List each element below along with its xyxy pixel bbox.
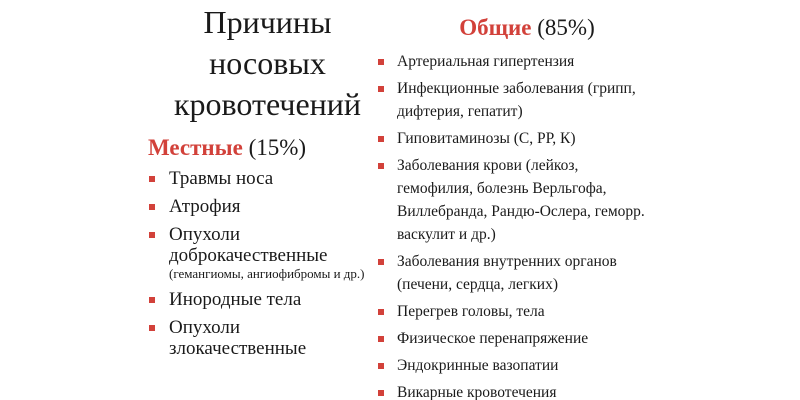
list-item	[377, 327, 657, 350]
list-item-text: Заболевания крови (лейкоз, гемофилия, болезнь Верльгофа, Виллебранда, Рандю-Ослера, геморр. васкулит и др.)	[397, 157, 645, 243]
list-item-text: Перегрев головы, тела	[397, 303, 545, 320]
local-causes-name: Местные	[148, 135, 243, 160]
red-square-bullet-icon	[378, 390, 384, 396]
list-item	[377, 300, 657, 323]
local-causes-section	[148, 134, 373, 366]
red-square-bullet-icon	[378, 86, 384, 92]
red-square-bullet-icon	[378, 59, 384, 65]
red-square-bullet-icon	[378, 163, 384, 169]
local-causes-percent: (15%)	[248, 135, 307, 160]
list-item	[148, 196, 373, 217]
red-square-bullet-icon	[378, 336, 384, 342]
red-square-bullet-icon	[378, 309, 384, 315]
list-item-text: Инфекционные заболевания (грипп, дифтерия, гепатит)	[397, 80, 636, 120]
list-item-text: Гиповитаминозы (С, РР, К)	[397, 130, 576, 147]
title-line: кровотечений	[173, 86, 362, 122]
list-item	[148, 317, 373, 359]
list-item	[377, 77, 657, 123]
red-square-bullet-icon	[378, 259, 384, 265]
list-item-text: Эндокринные вазопатии	[397, 357, 559, 374]
list-item	[148, 224, 373, 282]
list-item-text: Инородные тела	[169, 289, 302, 310]
local-causes-list	[148, 168, 373, 359]
general-causes-name: Общие	[459, 15, 532, 40]
list-item	[148, 289, 373, 310]
general-causes-percent: (85%)	[537, 15, 595, 40]
list-item-text: Физическое перенапряжение	[397, 330, 589, 347]
general-causes-section	[377, 14, 657, 400]
red-square-bullet-icon	[149, 204, 155, 210]
red-square-bullet-icon	[149, 297, 155, 303]
list-item-text: Травмы носа	[169, 168, 274, 189]
red-square-bullet-icon	[149, 232, 155, 238]
list-item-text: Заболевания внутренних органов (печени, сердца, легких)	[397, 253, 617, 293]
list-item	[377, 154, 657, 246]
red-square-bullet-icon	[378, 363, 384, 369]
list-item-text: Опухоли доброкачественные	[169, 224, 328, 266]
general-causes-list	[377, 50, 657, 400]
red-square-bullet-icon	[149, 325, 155, 331]
red-square-bullet-icon	[149, 176, 155, 182]
slide-title	[150, 2, 385, 125]
title-line: Причины	[203, 4, 332, 40]
list-item-text: Опухоли злокачественные	[169, 317, 307, 359]
list-item	[148, 168, 373, 189]
list-item	[377, 250, 657, 296]
list-item	[377, 381, 657, 400]
local-causes-heading	[148, 134, 373, 162]
list-item-text: Артериальная гипертензия	[397, 53, 575, 70]
list-item-text: Викарные кровотечения	[397, 384, 557, 400]
general-causes-heading	[377, 14, 657, 42]
list-item-text: Атрофия	[169, 196, 241, 217]
list-item	[377, 127, 657, 150]
list-item-subtext: (гемангиомы, ангиофибромы и др.)	[169, 266, 365, 281]
list-item	[377, 50, 657, 73]
title-line: носовых	[209, 45, 326, 81]
list-item	[377, 354, 657, 377]
red-square-bullet-icon	[378, 136, 384, 142]
